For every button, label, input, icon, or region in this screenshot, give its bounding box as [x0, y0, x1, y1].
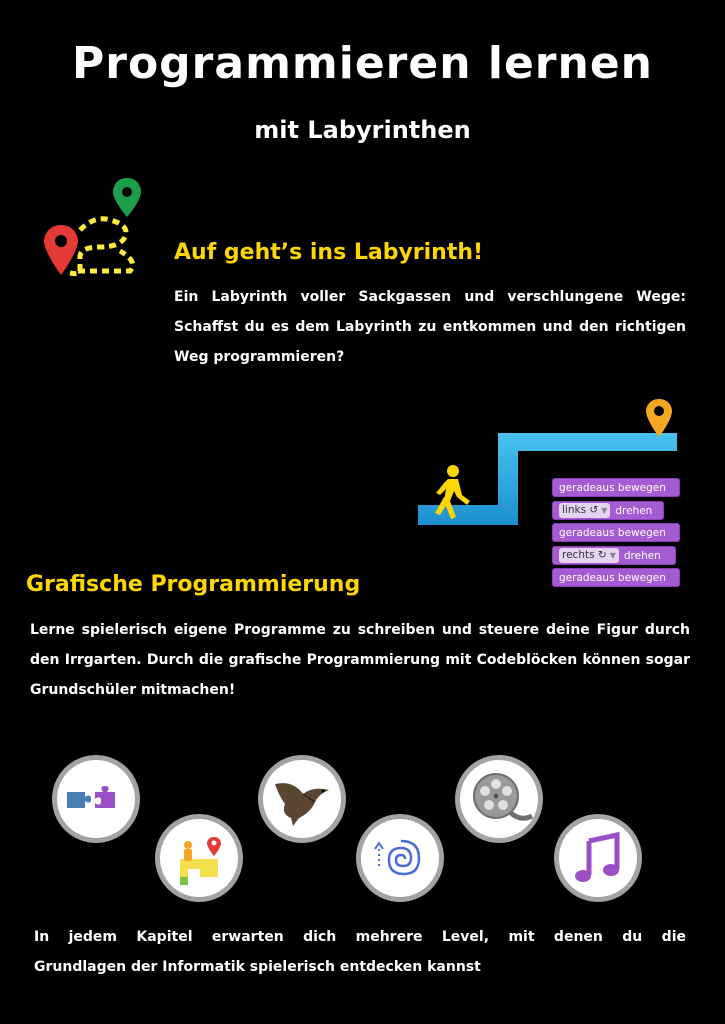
spiral-icon: [356, 814, 444, 902]
orange-pin-icon: [646, 399, 672, 437]
bird-icon: [258, 755, 346, 843]
maze-icon: [155, 814, 243, 902]
footer-line-2: Grundlagen der Informatik spielerisch entdecken kannst: [34, 959, 481, 975]
section-heading-programming: Grafische Programmierung: [26, 572, 361, 597]
map-route-icon: [40, 175, 150, 285]
code-block-move: geradeaus bewegen: [552, 568, 680, 587]
code-block-move: geradeaus bewegen: [552, 478, 680, 497]
red-pin-icon: [44, 225, 78, 275]
code-block-move: geradeaus bewegen: [552, 523, 680, 542]
page-title: Programmieren lernen: [72, 38, 653, 89]
code-block-turn: links ↺ ▼ drehen: [552, 501, 664, 520]
music-note-icon: [554, 814, 642, 902]
section-text-programming: Lerne spielerisch eigene Programme zu schreiben und steuere deine Figur durch den Irrgarten. Durch die grafische Programmierung mit Codeblöcken können sogar Grundschüler mitmachen!: [30, 622, 690, 698]
green-pin-icon: [113, 178, 141, 217]
footer-line-1: In jedem Kapitel erwarten dich mehrere Level, mit denen du die: [34, 929, 686, 945]
turn-dropdown: rechts ↻ ▼: [559, 548, 619, 563]
puzzle-icon: [52, 755, 140, 843]
code-blocks: [552, 478, 682, 591]
code-block-turn: rechts ↻ ▼ drehen: [552, 546, 676, 565]
footer-text: [34, 922, 686, 982]
section-heading-labyrinth: Auf geht’s ins Labyrinth!: [174, 240, 484, 265]
film-reel-icon: [455, 755, 543, 843]
section-text-labyrinth: Ein Labyrinth voller Sackgassen und verschlungene Wege: Schaffst du es dem Labyrinth zu entkommen und den richtigen Weg programmieren?: [174, 289, 686, 365]
turn-dropdown: links ↺ ▼: [559, 503, 610, 518]
page-subtitle: mit Labyrinthen: [254, 116, 471, 144]
